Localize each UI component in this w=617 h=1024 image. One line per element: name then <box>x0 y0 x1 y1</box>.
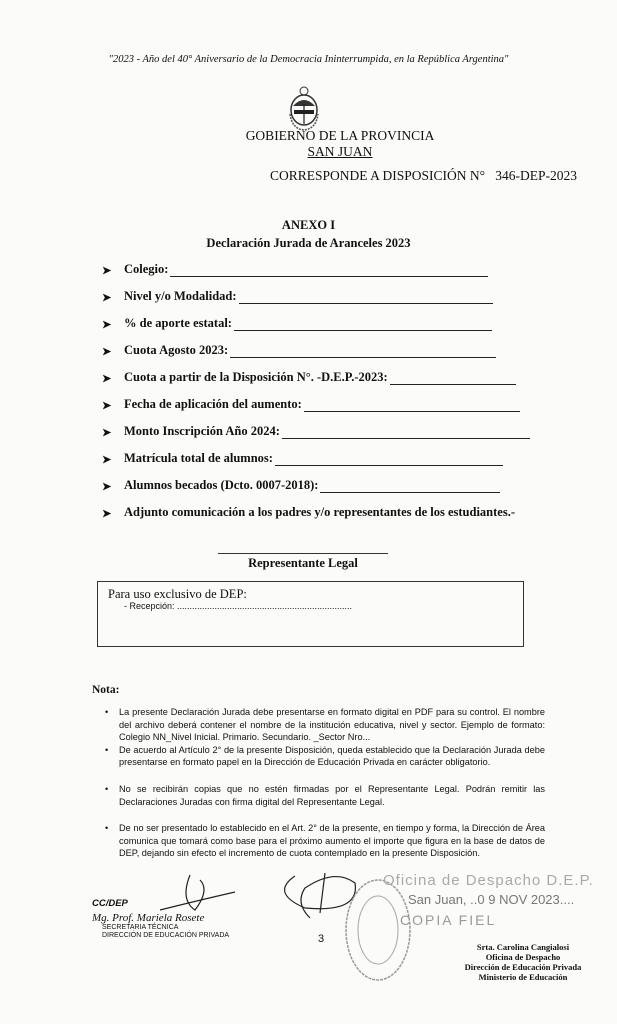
field-input-line[interactable] <box>170 265 488 277</box>
government-line-1: GOBIERNO DE LA PROVINCIA <box>245 128 435 143</box>
office-stamp-date: San Juan, ..0 9 NOV 2023.... <box>408 892 575 907</box>
field-input-line[interactable] <box>234 319 492 331</box>
field-label: Cuota a partir de la Disposición N°. -D.E.P.-2023: <box>124 370 388 384</box>
office-stamp-title: Oficina de Despacho D.E.P. <box>383 872 594 889</box>
arrow-bullet-icon: ➤ <box>102 265 112 277</box>
note-item: • De no ser presentado lo establecido en el Art. 2° de la presente, en tiempo y forma, la Dirección de Área comunica que tomará como base para el próximo aumento el importe que figura en la base de datos de DEP, dejando sin efecto el incremento de cuota contemplado en la presente Disposición. <box>105 822 545 860</box>
annex-title: ANEXO I <box>281 218 336 232</box>
field-label: Monto Inscripción Año 2024: <box>124 424 280 438</box>
form-field-fecha-aumento <box>102 397 520 412</box>
field-label: Fecha de aplicación del aumento: <box>124 397 302 411</box>
arrow-bullet-icon: ➤ <box>102 481 112 493</box>
disposition-number: 346-DEP-2023 <box>495 168 577 183</box>
left-signer-position: SECRETARIA TÉCNICA <box>102 924 179 931</box>
note-item: • De acuerdo al Artículo 2° de la presente Disposición, queda establecido que la Declaración Jurada debe presentarse en formato papel en la Dirección de Educación Privada en carácter obligatorio. <box>105 744 545 769</box>
arrow-bullet-icon: ➤ <box>102 346 112 358</box>
arrow-bullet-icon: ➤ <box>102 427 112 439</box>
right-signer-name: Srta. Carolina Cangialosi <box>476 942 570 952</box>
right-signer-directorate: Dirección de Educación Privada <box>464 962 582 972</box>
disposition-label: CORRESPONDE A DISPOSICIÓN N° <box>270 168 486 183</box>
cc-reference: CC/DEP <box>92 898 128 909</box>
right-signer-block <box>458 942 588 982</box>
right-signer-ministry: Ministerio de Educación <box>478 972 568 982</box>
government-heading <box>230 128 450 160</box>
form-field-becados <box>102 478 500 493</box>
legal-representative-signature-label: Representante Legal <box>218 553 388 571</box>
arrow-bullet-icon: ➤ <box>102 454 112 466</box>
form-field-matricula <box>102 451 503 466</box>
form-field-aporte <box>102 316 492 331</box>
reception-field[interactable]: - Recepción: ...................................................................... <box>124 601 353 611</box>
form-field-nivel <box>102 289 493 304</box>
field-input-line[interactable] <box>282 427 530 439</box>
field-input-line[interactable] <box>230 346 496 358</box>
field-input-line[interactable] <box>390 373 516 385</box>
field-label: Alumnos becados (Dcto. 0007-2018): <box>124 478 319 492</box>
field-label: Nivel y/o Modalidad: <box>124 289 237 303</box>
arrow-bullet-icon: ➤ <box>102 508 112 520</box>
notes-heading: Nota: <box>92 684 120 696</box>
dep-exclusive-box <box>97 581 524 647</box>
field-label: % de aporte estatal: <box>124 316 232 330</box>
left-signer-title <box>102 924 229 940</box>
field-input-line[interactable] <box>239 292 493 304</box>
right-signer-office: Oficina de Despacho <box>485 952 561 962</box>
note-item: • La presente Declaración Jurada debe presentarse en formato digital en PDF para su control. El nombre del archivo deberá contener el nombre de la institución educativa, nivel y sector. Ejemplo de formato: Colegio NN_Nivel Inicial. Primario. Secundario. _Sector Nro... <box>105 706 545 744</box>
certified-copy-stamp: COPIA FIEL <box>400 912 497 928</box>
field-label: Matrícula total de alumnos: <box>124 451 273 465</box>
motto-header: "2023 - Año del 40° Aniversario de la Democracia Ininterrumpida, en la República Argentina" <box>108 54 509 65</box>
form-field-cuota-disposicion <box>102 370 516 385</box>
field-input-line[interactable] <box>320 481 500 493</box>
field-input-line[interactable] <box>304 400 520 412</box>
form-field-colegio <box>102 262 488 277</box>
field-label: Adjunto comunicación a los padres y/o representantes de los estudiantes.- <box>124 505 515 519</box>
arrow-bullet-icon: ➤ <box>102 319 112 331</box>
dep-box-title: Para uso exclusivo de DEP: <box>108 587 247 601</box>
ministry-seal-stamp <box>343 875 413 985</box>
field-label: Colegio: <box>124 262 169 276</box>
left-signer-org: DIRECCIÓN DE EDUCACIÓN PRIVADA <box>102 932 230 939</box>
government-line-2: SAN JUAN <box>307 144 373 159</box>
arrow-bullet-icon: ➤ <box>102 400 112 412</box>
form-field-adjunto <box>102 505 515 520</box>
page-number: 3 <box>318 933 325 945</box>
left-signer-name: Mg. Prof. Mariela Rosete <box>92 912 205 924</box>
notes-list <box>105 706 545 860</box>
form-field-cuota-agosto <box>102 343 496 358</box>
field-label: Cuota Agosto 2023: <box>124 343 229 357</box>
provincial-coat-of-arms-icon <box>286 84 322 134</box>
arrow-bullet-icon: ➤ <box>102 292 112 304</box>
field-input-line[interactable] <box>275 454 503 466</box>
arrow-bullet-icon: ➤ <box>102 373 112 385</box>
disposition-reference <box>270 168 577 184</box>
form-field-monto-inscripcion <box>102 424 530 439</box>
note-item: • No se recibirán copias que no estén firmadas por el Representante Legal. Podrán remitir las Declaraciones Juradas con firma digital del Representante Legal. <box>105 783 545 808</box>
declaration-title: Declaración Jurada de Aranceles 2023 <box>206 236 411 250</box>
